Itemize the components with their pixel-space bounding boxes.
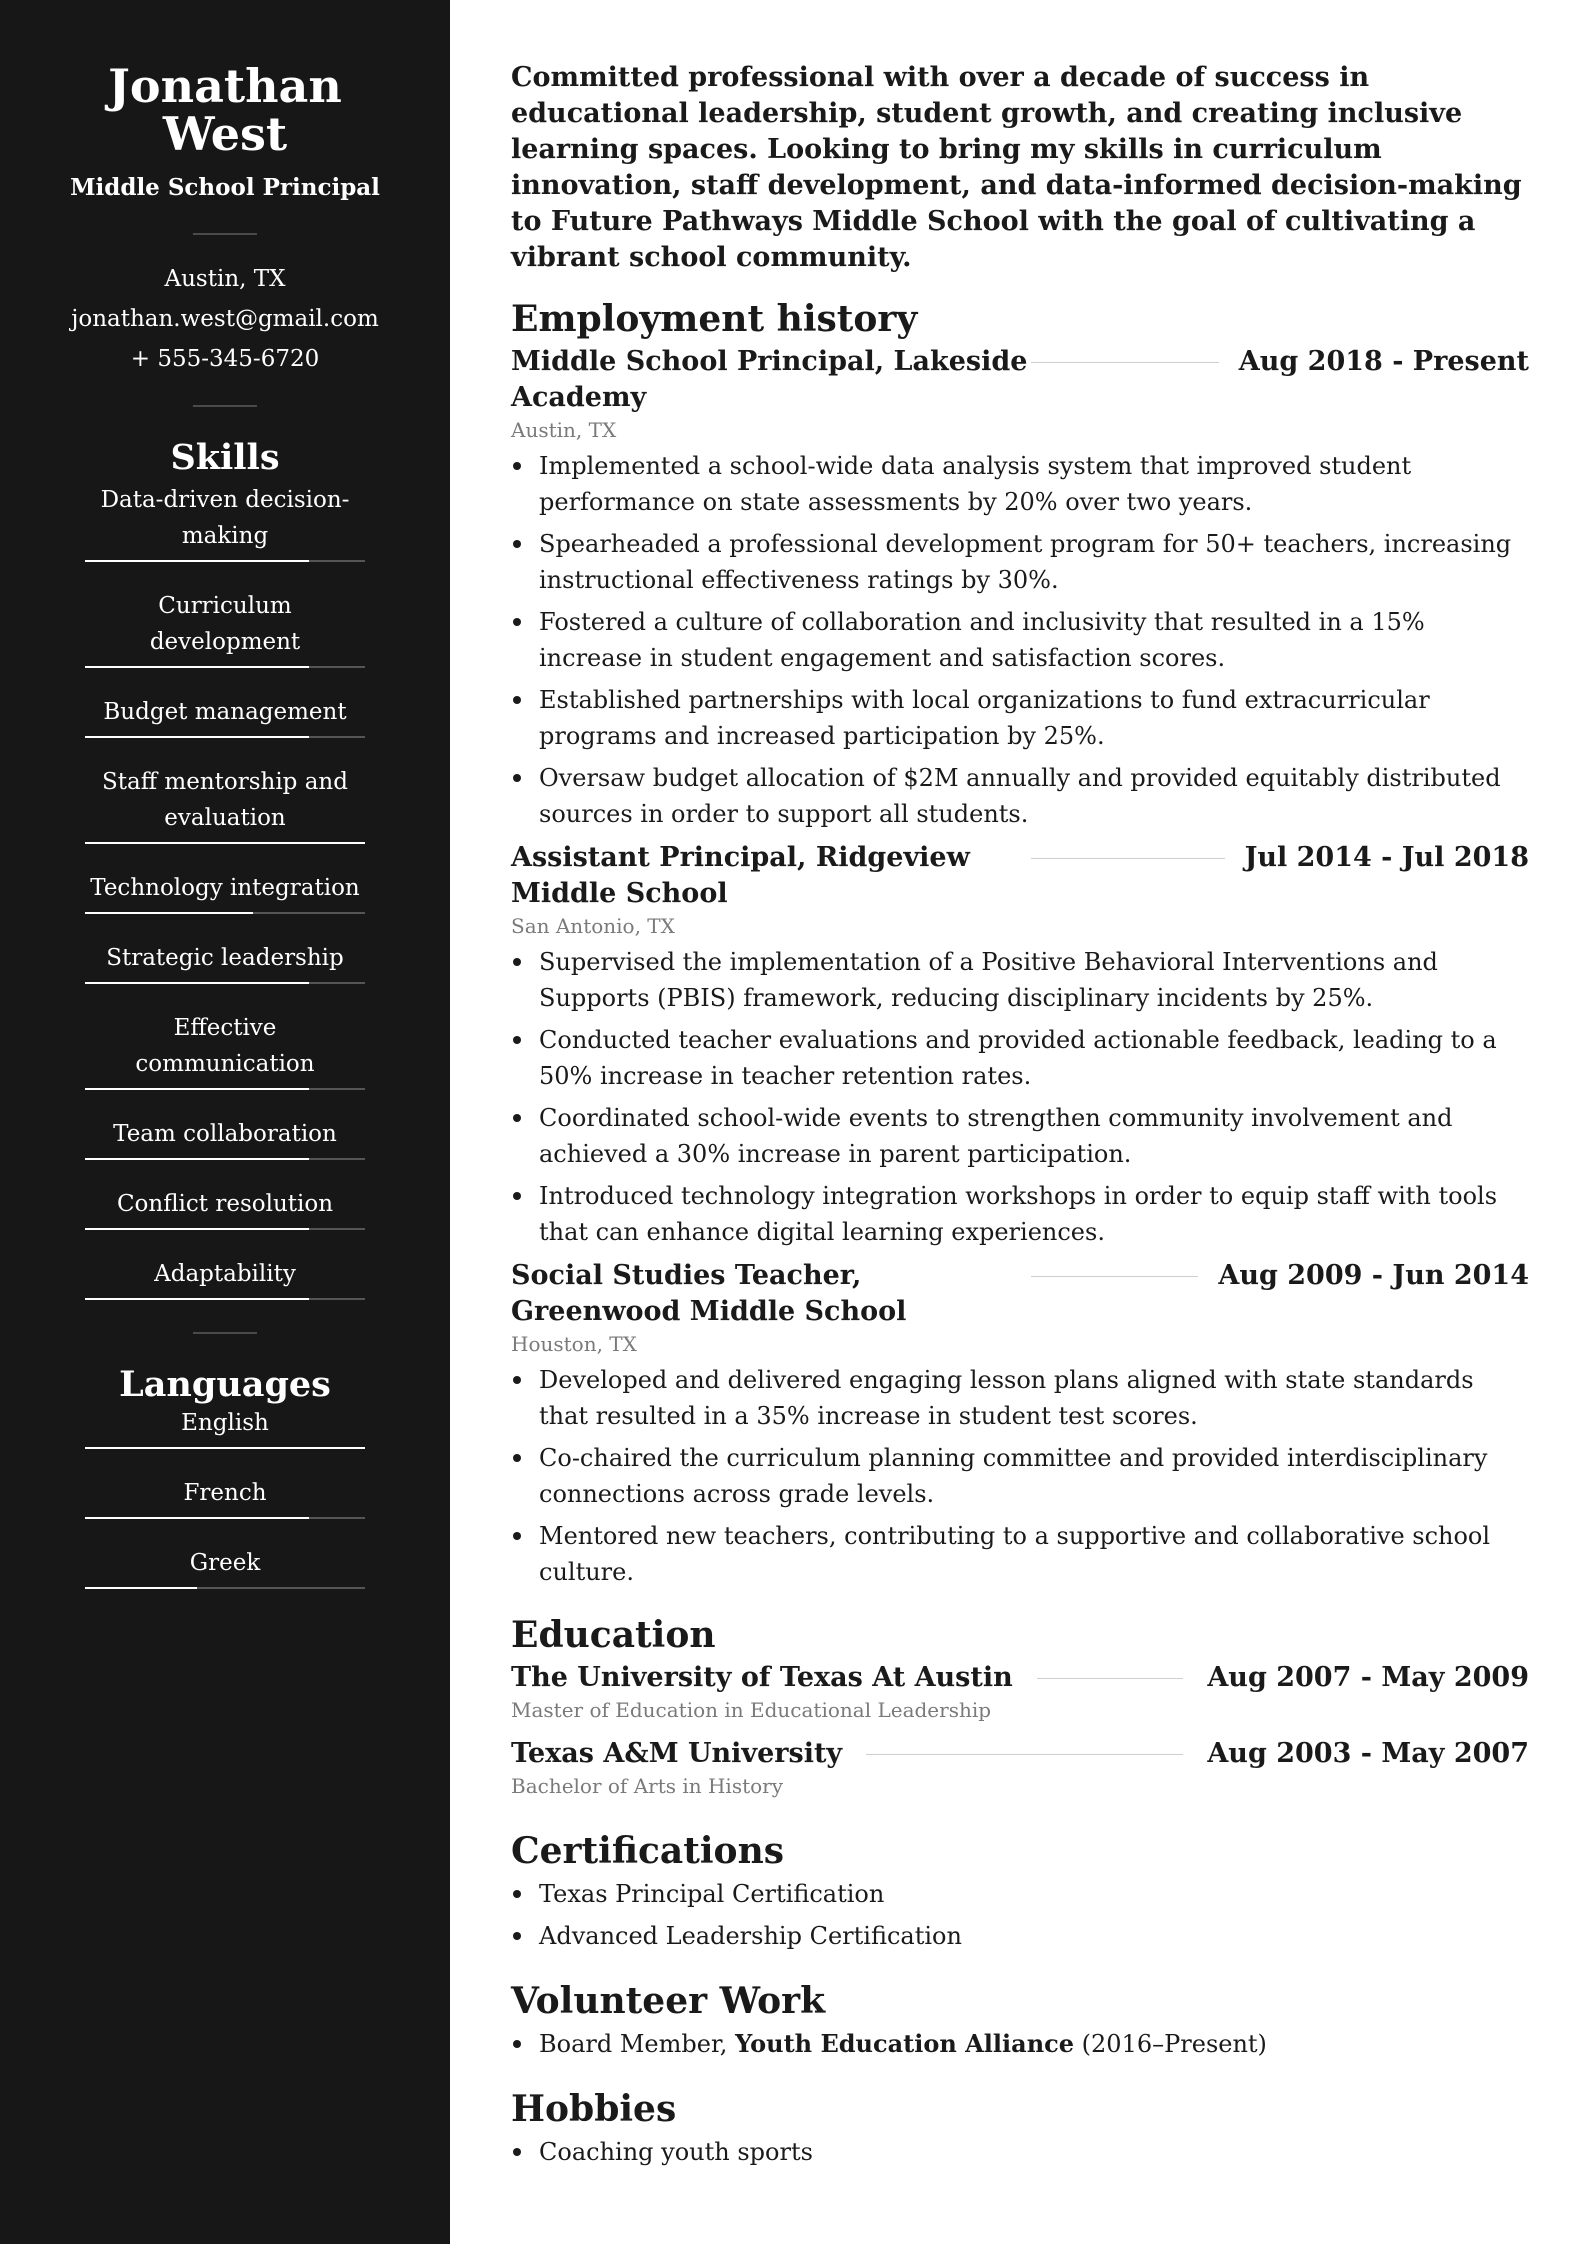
bullet-item: Co-chaired the curriculum planning committee and provided interdisciplinary connections across grade levels.	[511, 1440, 1529, 1512]
job-bullets	[511, 944, 1529, 1250]
job-bullets	[511, 1362, 1529, 1590]
education-dates: Aug 2003 - May 2007	[1207, 1738, 1529, 1769]
job-title: Middle School Principal, Lakeside Academy	[511, 346, 1028, 413]
hobbies-heading: Hobbies	[511, 2088, 677, 2130]
level-bar	[85, 1587, 365, 1589]
skill-item	[85, 1186, 365, 1230]
bullet-item: Conducted teacher evaluations and provided actionable feedback, leading to a 50% increase in teacher retention rates.	[511, 1022, 1529, 1094]
contact-email[interactable]: jonathan.west@gmail.com	[71, 306, 379, 332]
list-item: Texas Principal Certification	[511, 1876, 1529, 1912]
bullet-item: Implemented a school-wide data analysis system that improved student performance on state assessments by 20% over two years.	[511, 448, 1529, 520]
languages-heading: Languages	[119, 1364, 331, 1405]
language-item	[85, 1475, 365, 1519]
education-header	[511, 1660, 1529, 1696]
education-school: The University of Texas At Austin	[511, 1662, 1013, 1693]
level-bar	[85, 1447, 365, 1449]
skill-item	[85, 1010, 365, 1090]
language-label: Greek	[189, 1550, 261, 1576]
volunteer-list	[511, 2026, 1529, 2062]
summary: Committed professional with over a decade of success in educational leadership, student growth, and creating inclusive learning spaces. Looking to bring my skills in curriculum innovation, staff development, and data-informed decision-making to Future Pathways Middle School with the goal of cultivating a vibrant school community.	[511, 62, 1522, 273]
level-bar	[85, 736, 365, 738]
bullet-item: Fostered a culture of collaboration and inclusivity that resulted in a 15% increase in student engagement and satisfaction scores.	[511, 604, 1529, 676]
skill-item	[85, 1256, 365, 1300]
education-entry	[511, 1660, 1529, 1724]
main-content	[511, 60, 1529, 2170]
level-bar	[85, 1158, 365, 1160]
level-bar-fill	[85, 912, 253, 914]
skill-label: Team collaboration	[113, 1121, 337, 1147]
level-bar-fill	[85, 1447, 365, 1449]
list-item: Advanced Leadership Certification	[511, 1918, 1529, 1954]
job-title: Assistant Principal, Ridgeview Middle School	[511, 842, 970, 909]
language-label: English	[181, 1410, 269, 1436]
education-dates: Aug 2007 - May 2009	[1207, 1662, 1529, 1693]
hobbies-list	[511, 2134, 1529, 2170]
skill-item	[85, 588, 365, 668]
language-label: French	[183, 1480, 267, 1506]
volunteer-heading: Volunteer Work	[511, 1980, 826, 2022]
level-bar	[85, 912, 365, 914]
level-bar	[85, 560, 365, 562]
job-title: Social Studies Teacher, Greenwood Middle School	[511, 1260, 907, 1327]
level-bar	[85, 1088, 365, 1090]
skill-label: Technology integration	[90, 875, 360, 901]
level-bar-fill	[85, 666, 309, 668]
bullet-item: Spearheaded a professional development program for 50+ teachers, increasing instructional effectiveness ratings by 30%.	[511, 526, 1529, 598]
rule-line	[1031, 362, 1219, 363]
level-bar-fill	[85, 736, 309, 738]
bullet-item: Supervised the implementation of a Positive Behavioral Interventions and Supports (PBIS) framework, reducing disciplinary incidents by 25%.	[511, 944, 1529, 1016]
education-list	[511, 1660, 1529, 1800]
skill-item	[85, 870, 365, 914]
bullet-item: Introduced technology integration workshops in order to equip staff with tools that can enhance digital learning experiences.	[511, 1178, 1529, 1250]
level-bar	[85, 1517, 365, 1519]
job-dates: Jul 2014 - Jul 2018	[1244, 842, 1529, 873]
education-entry	[511, 1736, 1529, 1800]
level-bar-fill	[85, 1298, 309, 1300]
skill-item	[85, 764, 365, 844]
job-header	[511, 344, 1529, 416]
job-location: San Antonio, TX	[511, 914, 675, 938]
skill-label: Effective communication	[135, 1015, 315, 1077]
rule-line	[1031, 858, 1225, 859]
skills-list	[0, 482, 450, 1300]
job-header	[511, 840, 1529, 912]
job-entry	[511, 344, 1529, 832]
bullet-item: Coordinated school-wide events to strengthen community involvement and achieved a 30% increase in parent participation.	[511, 1100, 1529, 1172]
employment-heading: Employment history	[511, 298, 918, 340]
rule-line	[1037, 1678, 1184, 1679]
skill-item	[85, 940, 365, 984]
list-item	[511, 2026, 1529, 2062]
education-degree: Bachelor of Arts in History	[511, 1774, 784, 1798]
job-bullets	[511, 448, 1529, 832]
level-bar-fill	[85, 560, 309, 562]
volunteer-period: (2016–Present)	[1081, 2030, 1267, 2058]
skill-label: Budget management	[103, 699, 347, 725]
bullet-item: Developed and delivered engaging lesson plans aligned with state standards that resulted in a 35% increase in student test scores.	[511, 1362, 1529, 1434]
skill-label: Staff mentorship and evaluation	[102, 769, 348, 831]
education-heading: Education	[511, 1614, 716, 1656]
education-header	[511, 1736, 1529, 1772]
level-bar	[85, 982, 365, 984]
level-bar	[85, 1228, 365, 1230]
list-item: Coaching youth sports	[511, 2134, 1529, 2170]
education-school: Texas A&M University	[511, 1738, 843, 1769]
level-bar-fill	[85, 1587, 197, 1589]
skill-label: Conflict resolution	[116, 1191, 334, 1217]
bullet-item: Mentored new teachers, contributing to a supportive and collaborative school culture.	[511, 1518, 1529, 1590]
language-item	[85, 1405, 365, 1449]
skill-label: Curriculum development	[149, 593, 301, 655]
job-entry	[511, 1258, 1529, 1590]
language-item	[85, 1545, 365, 1589]
candidate-title: Middle School Principal	[70, 174, 380, 201]
level-bar-fill	[85, 1088, 309, 1090]
contact-phone[interactable]: + 555-345-6720	[130, 346, 320, 372]
job-location: Austin, TX	[511, 418, 617, 442]
level-bar	[85, 842, 365, 844]
candidate-name: Jonathan West	[108, 59, 342, 161]
level-bar-fill	[85, 1228, 309, 1230]
contact-location: Austin, TX	[164, 266, 286, 292]
employment-list	[511, 344, 1529, 1590]
level-bar-fill	[85, 842, 365, 844]
job-entry	[511, 840, 1529, 1250]
languages-list	[0, 1405, 450, 1589]
skill-item	[85, 1116, 365, 1160]
skill-item	[85, 694, 365, 738]
education-degree: Master of Education in Educational Leadership	[511, 1698, 992, 1722]
skill-label: Data-driven decision-making	[100, 487, 350, 549]
sidebar	[0, 0, 450, 2244]
job-header	[511, 1258, 1529, 1330]
level-bar	[85, 1298, 365, 1300]
skills-heading: Skills	[170, 437, 280, 478]
certifications-list	[511, 1876, 1529, 1954]
level-bar-fill	[85, 982, 309, 984]
skill-label: Adaptability	[154, 1261, 296, 1287]
volunteer-role: Board Member,	[539, 2030, 728, 2058]
divider	[193, 405, 257, 407]
rule-line	[1031, 1276, 1198, 1277]
divider	[193, 233, 257, 235]
skill-item	[85, 482, 365, 562]
certifications-heading: Certifications	[511, 1830, 785, 1872]
bullet-item: Established partnerships with local organizations to fund extracurricular programs and increased participation by 25%.	[511, 682, 1529, 754]
bullet-item: Oversaw budget allocation of $2M annually and provided equitably distributed sources in order to support all students.	[511, 760, 1529, 832]
job-location: Houston, TX	[511, 1332, 637, 1356]
skill-label: Strategic leadership	[106, 945, 344, 971]
level-bar-fill	[85, 1158, 309, 1160]
divider	[193, 1332, 257, 1334]
job-dates: Aug 2009 - Jun 2014	[1218, 1260, 1529, 1291]
job-dates: Aug 2018 - Present	[1238, 346, 1529, 377]
level-bar-fill	[85, 1517, 309, 1519]
volunteer-org: Youth Education Alliance	[735, 2029, 1075, 2058]
rule-line	[866, 1754, 1183, 1755]
level-bar	[85, 666, 365, 668]
